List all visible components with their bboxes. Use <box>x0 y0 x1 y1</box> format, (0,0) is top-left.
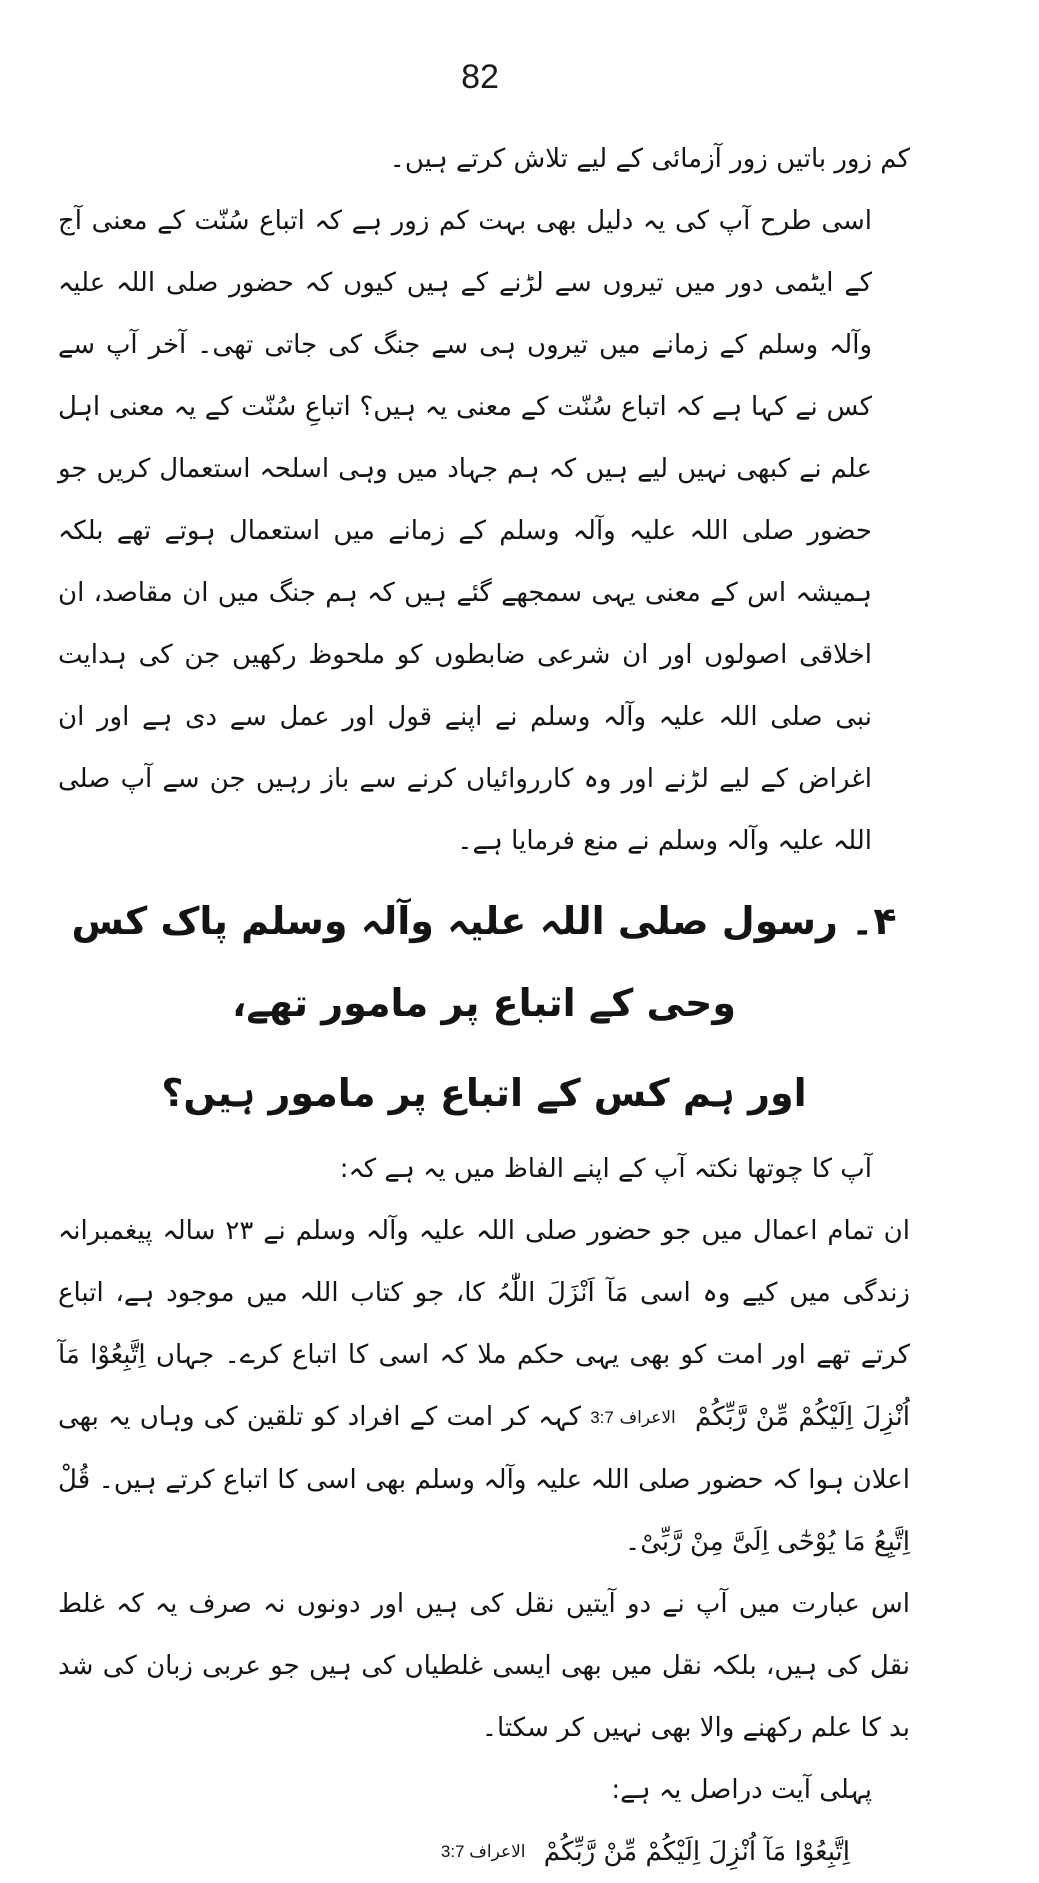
quran-verse-2: قُلْ اِتَّبِعُ مَا یُوْحٰٓی اِلَیَّ مِنْ رَّبِّیْ۔ <box>58 1465 910 1557</box>
analysis-paragraph: اس عبارت میں آپ نے دو آیتیں نقل کی ہیں اور دونوں نہ صرف یہ کہ غلط نقل کی ہیں، بلکہ نقل میں بھی ایسی غلطیاں کی ہیں جو عربی زبان کی شد بد کا علم رکھنے والا بھی نہیں کر سکتا۔ <box>58 1573 910 1759</box>
final-verse-line <box>58 1821 910 1883</box>
page-number: 82 <box>0 58 960 97</box>
quoted-passage <box>58 1200 910 1573</box>
page-body <box>58 128 910 1883</box>
quote-text-1: ان تمام اعمال میں جو حضور صلی اللہ علیہ وآلہ وسلم نے ۲۳ سالہ پیغمبرانہ زندگی میں کیے وہ اسی مَآ اَنْزَلَ اللّٰہُ کا، جو کتاب اللہ میں موجود ہے، اتباع کرتے تھے اور امت کو بھی یہی حکم ملا کہ اسی کا اتباع کرے۔ جہاں <box>58 1216 910 1370</box>
section-heading-line-2: اور ہم کس کے اتباع پر مامور ہیں؟ <box>58 1052 910 1134</box>
section-heading-line-1: ۴۔ رسول صلی اللہ علیہ وآلہ وسلم پاک کس وحی کے اتباع پر مامور تھے، <box>58 880 910 1044</box>
quran-verse-1: اِتَّبِعُوْا مَآ اُنْزِلَ اِلَیْکُمْ مِّنْ رَّبِّکُمْ <box>58 1340 910 1432</box>
quote-text-2: کہہ کر امت کے افراد کو تلقین کی وہاں یہ بھی اعلان ہوا کہ حضور صلی اللہ علیہ وآلہ وسلم بھی اسی کا اتباع کرتے ہیں۔ <box>58 1402 910 1495</box>
intro-paragraph: آپ کا چوتھا نکتہ آپ کے اپنے الفاظ میں یہ ہے کہ: <box>58 1138 910 1200</box>
paragraph-1: کم زور باتیں زور آزمائی کے لیے تلاش کرتے ہیں۔ <box>58 128 910 190</box>
paragraph-2: اسی طرح آپ کی یہ دلیل بھی بہت کم زور ہے کہ اتباع سُنّت کے معنی آج کے ایٹمی دور میں تیروں سے لڑنے کے ہیں کیوں کہ حضور صلی اللہ علیہ وآلہ وسلم کے زمانے میں تیروں ہی سے جنگ کی جاتی تھی۔ آخر آپ سے کس نے کہا ہے کہ اتباع سُنّت کے معنی یہ ہیں؟ اتباعِ سُنّت کے یہ معنی اہل علم نے کبھی نہیں لیے ہیں کہ ہم جہاد میں وہی اسلحہ استعمال کریں جو حضور صلی اللہ علیہ وآلہ وسلم کے زمانے میں استعمال ہوتے تھے بلکہ ہمیشہ اس کے معنی یہی سمجھے گئے ہیں کہ ہم جنگ میں ان مقاصد، ان اخلاقی اصولوں اور ان شرعی ضابطوں کو ملحوظ رکھیں جن کی ہدایت نبی صلی اللہ علیہ وآلہ وسلم نے اپنے قول اور عمل سے دی ہے اور ان اغراض کے لیے لڑنے اور وہ کارروائیاں کرنے سے باز رہیں جن سے آپ صلی اللہ علیہ وآلہ وسلم نے منع فرمایا ہے۔ <box>58 190 910 872</box>
quran-verse-3: اِتَّبِعُوْا مَآ اُنْزِلَ اِلَیْکُمْ مِّنْ رَّبِّکُمْ <box>544 1837 850 1867</box>
first-verse-intro: پہلی آیت دراصل یہ ہے: <box>58 1759 910 1821</box>
verse-reference-1: الاعراف 3:7 <box>590 1408 676 1427</box>
verse-reference-2: الاعراف 3:7 <box>441 1842 526 1861</box>
